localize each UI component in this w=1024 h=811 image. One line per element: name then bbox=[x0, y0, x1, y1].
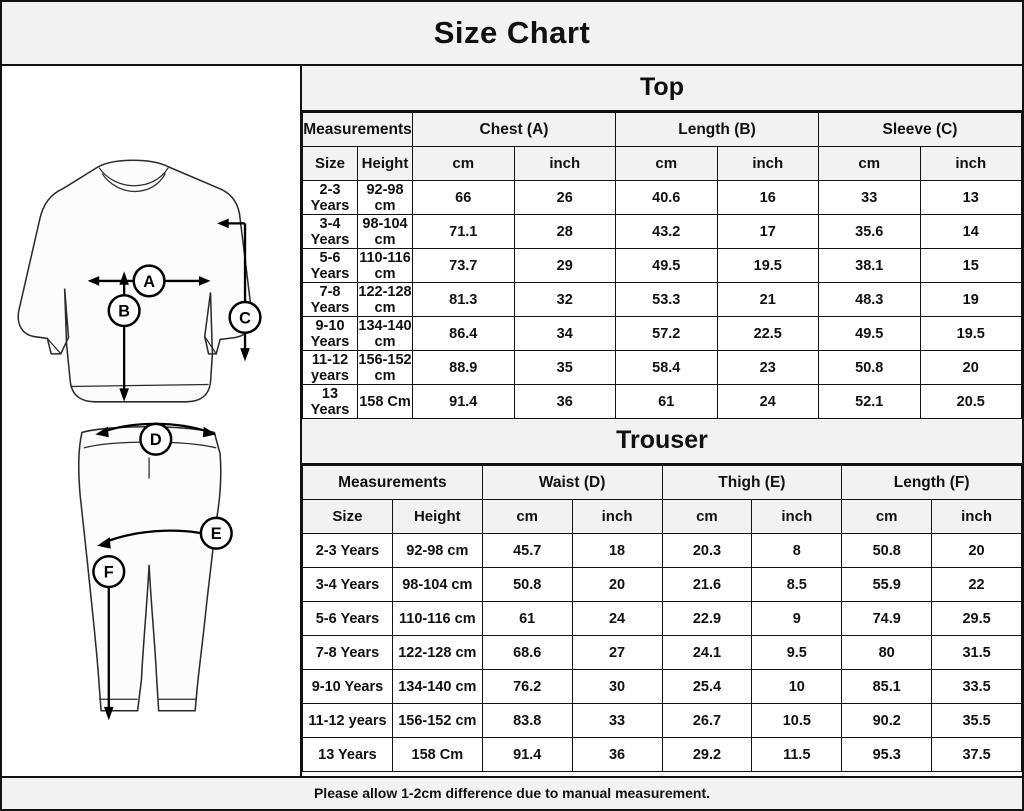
cell-height: 110-116 cm bbox=[359, 249, 411, 282]
cell-waist-inch: 24 bbox=[572, 602, 662, 636]
cell-sleeve-cm: 35.6 bbox=[819, 215, 921, 249]
cell-length-cm: 55.9 bbox=[842, 568, 932, 602]
cell-length-cm: 95.3 bbox=[842, 738, 932, 772]
trouser-sub-header-waist-inch: inch bbox=[572, 500, 662, 534]
cell-height: 134-140 cm bbox=[358, 317, 412, 350]
cell-sleeve-cm: 38.1 bbox=[819, 249, 921, 283]
trouser-group-header-measurements: Measurements bbox=[303, 466, 483, 500]
cell-length-inch: 37.5 bbox=[932, 738, 1022, 772]
cell-length-inch: 23 bbox=[717, 351, 819, 385]
cell-sleeve-cm: 50.8 bbox=[819, 351, 921, 385]
cell-thigh-inch: 9.5 bbox=[752, 636, 842, 670]
cell-chest-cm: 86.4 bbox=[413, 317, 515, 351]
cell-chest-cm: 71.1 bbox=[413, 215, 515, 249]
cell-size: 7-8 Years bbox=[303, 283, 358, 317]
cell-size: 5-6 Years bbox=[303, 249, 358, 283]
cell-waist-cm: 68.6 bbox=[482, 636, 572, 670]
cell-size: 11-12 years bbox=[303, 351, 358, 385]
cell-waist-inch: 36 bbox=[572, 738, 662, 772]
top-size-table bbox=[302, 112, 1022, 419]
cell-waist-inch: 18 bbox=[572, 534, 662, 568]
top-sub-header-length-inch: inch bbox=[717, 147, 819, 181]
cell-length-inch: 17 bbox=[717, 215, 819, 249]
cell-length-inch: 22 bbox=[932, 568, 1022, 602]
cell-length-inch: 20 bbox=[932, 534, 1022, 568]
cell-height: 98-104 cm bbox=[392, 568, 482, 602]
cell-sleeve-cm: 48.3 bbox=[819, 283, 921, 317]
cell-waist-inch: 33 bbox=[572, 704, 662, 738]
cell-waist-inch: 20 bbox=[572, 568, 662, 602]
cell-height: 98-104 cm bbox=[358, 215, 413, 249]
label-a: A bbox=[143, 272, 155, 291]
cell-size: 9-10 Years bbox=[303, 317, 358, 351]
cell-length-cm: 50.8 bbox=[842, 534, 932, 568]
trouser-sub-header-length-cm: cm bbox=[842, 500, 932, 534]
cell-height: 122-128 cm bbox=[358, 283, 412, 316]
cell-chest-cm: 88.9 bbox=[413, 351, 515, 385]
cell-thigh-inch: 9 bbox=[752, 602, 842, 636]
table-row bbox=[303, 181, 1022, 215]
cell-size: 13 Years bbox=[303, 738, 393, 772]
cell-size: 13 Years bbox=[303, 385, 358, 419]
cell-length-cm: 43.2 bbox=[616, 215, 718, 249]
cell-chest-inch: 35 bbox=[514, 351, 616, 385]
cell-sleeve-inch: 19.5 bbox=[920, 317, 1022, 351]
top-group-header-chest: Chest (A) bbox=[413, 113, 616, 147]
cell-chest-inch: 34 bbox=[514, 317, 616, 351]
cell-chest-cm: 91.4 bbox=[413, 385, 515, 419]
cell-sleeve-inch: 20.5 bbox=[920, 385, 1022, 419]
top-sub-header-sleeve-cm: cm bbox=[819, 147, 921, 181]
label-f: F bbox=[103, 563, 114, 582]
chart-body bbox=[0, 66, 1024, 778]
label-c: C bbox=[239, 309, 251, 328]
cell-length-cm: 49.5 bbox=[616, 249, 718, 283]
cell-sleeve-inch: 15 bbox=[920, 249, 1022, 283]
top-sub-header-length-cm: cm bbox=[616, 147, 718, 181]
trouser-size-table bbox=[302, 465, 1022, 772]
cell-sleeve-inch: 13 bbox=[920, 181, 1022, 215]
table-row bbox=[303, 215, 1022, 249]
cell-chest-inch: 29 bbox=[514, 249, 616, 283]
cell-length-cm: 40.6 bbox=[616, 181, 718, 215]
cell-length-cm: 58.4 bbox=[616, 351, 718, 385]
cell-length-cm: 90.2 bbox=[842, 704, 932, 738]
cell-height: 156-152 cm bbox=[358, 351, 412, 384]
top-group-header-length: Length (B) bbox=[616, 113, 819, 147]
cell-chest-inch: 26 bbox=[514, 181, 616, 215]
tables-column bbox=[302, 66, 1022, 776]
cell-thigh-cm: 24.1 bbox=[662, 636, 752, 670]
cell-height: 122-128 cm bbox=[392, 636, 482, 670]
top-sub-header-size: Size bbox=[303, 147, 358, 181]
top-group-header-sleeve: Sleeve (C) bbox=[819, 113, 1022, 147]
cell-chest-cm: 81.3 bbox=[413, 283, 515, 317]
cell-waist-cm: 83.8 bbox=[482, 704, 572, 738]
cell-thigh-inch: 10.5 bbox=[752, 704, 842, 738]
trouser-group-header-row bbox=[303, 466, 1022, 500]
cell-waist-cm: 91.4 bbox=[482, 738, 572, 772]
cell-thigh-inch: 8 bbox=[752, 534, 842, 568]
cell-size: 7-8 Years bbox=[303, 636, 393, 670]
top-section-title: Top bbox=[302, 66, 1022, 112]
trouser-sub-header-thigh-inch: inch bbox=[752, 500, 842, 534]
cell-size: 3-4 Years bbox=[303, 568, 393, 602]
cell-chest-cm: 66 bbox=[413, 181, 515, 215]
cell-length-inch: 35.5 bbox=[932, 704, 1022, 738]
cell-sleeve-inch: 20 bbox=[920, 351, 1022, 385]
table-row bbox=[303, 670, 1022, 704]
garment-illustration bbox=[2, 66, 302, 776]
table-row bbox=[303, 385, 1022, 419]
cell-length-inch: 33.5 bbox=[932, 670, 1022, 704]
cell-length-cm: 85.1 bbox=[842, 670, 932, 704]
cell-thigh-cm: 21.6 bbox=[662, 568, 752, 602]
cell-height: 158 Cm bbox=[392, 738, 482, 772]
top-sub-header-row bbox=[303, 147, 1022, 181]
cell-sleeve-cm: 49.5 bbox=[819, 317, 921, 351]
top-group-header-row bbox=[303, 113, 1022, 147]
cell-thigh-cm: 25.4 bbox=[662, 670, 752, 704]
cell-waist-cm: 45.7 bbox=[482, 534, 572, 568]
cell-thigh-cm: 20.3 bbox=[662, 534, 752, 568]
label-b: B bbox=[118, 302, 131, 321]
cell-length-inch: 16 bbox=[717, 181, 819, 215]
cell-thigh-inch: 8.5 bbox=[752, 568, 842, 602]
table-row bbox=[303, 704, 1022, 738]
trouser-sub-header-thigh-cm: cm bbox=[662, 500, 752, 534]
cell-height: 92-98 cm bbox=[392, 534, 482, 568]
cell-length-inch: 29.5 bbox=[932, 602, 1022, 636]
page-title-bar bbox=[0, 0, 1024, 66]
cell-size: 9-10 Years bbox=[303, 670, 393, 704]
cell-length-inch: 21 bbox=[717, 283, 819, 317]
trouser-sub-header-size: Size bbox=[303, 500, 393, 534]
top-group-header-measurements: Measurements bbox=[303, 113, 413, 147]
table-row bbox=[303, 636, 1022, 670]
trouser-sub-header-waist-cm: cm bbox=[482, 500, 572, 534]
cell-height: 92-98 cm bbox=[358, 181, 413, 215]
table-row bbox=[303, 568, 1022, 602]
cell-height: 110-116 cm bbox=[392, 602, 482, 636]
cell-thigh-inch: 10 bbox=[752, 670, 842, 704]
label-d: D bbox=[149, 431, 162, 450]
cell-waist-cm: 76.2 bbox=[482, 670, 572, 704]
cell-size: 11-12 years bbox=[303, 704, 393, 738]
table-row bbox=[303, 602, 1022, 636]
cell-height: 134-140 cm bbox=[392, 670, 482, 704]
cell-size: 2-3 Years bbox=[303, 534, 393, 568]
table-row bbox=[303, 738, 1022, 772]
cell-thigh-cm: 26.7 bbox=[662, 704, 752, 738]
cell-length-cm: 61 bbox=[616, 385, 718, 419]
cell-length-inch: 31.5 bbox=[932, 636, 1022, 670]
cell-chest-inch: 32 bbox=[514, 283, 616, 317]
cell-chest-cm: 73.7 bbox=[413, 249, 515, 283]
cell-waist-inch: 30 bbox=[572, 670, 662, 704]
cell-waist-cm: 50.8 bbox=[482, 568, 572, 602]
page-title: Size Chart bbox=[433, 15, 591, 50]
cell-length-inch: 22.5 bbox=[717, 317, 819, 351]
table-row bbox=[303, 283, 1022, 317]
trouser-section-title: Trouser bbox=[302, 419, 1022, 465]
cell-sleeve-cm: 33 bbox=[819, 181, 921, 215]
cell-length-cm: 74.9 bbox=[842, 602, 932, 636]
cell-length-cm: 80 bbox=[842, 636, 932, 670]
trouser-sub-header-height: Height bbox=[392, 500, 482, 534]
table-row bbox=[303, 249, 1022, 283]
cell-length-cm: 57.2 bbox=[616, 317, 718, 351]
cell-length-inch: 24 bbox=[717, 385, 819, 419]
cell-thigh-inch: 11.5 bbox=[752, 738, 842, 772]
cell-size: 3-4 Years bbox=[303, 215, 358, 249]
cell-length-cm: 53.3 bbox=[616, 283, 718, 317]
trouser-group-header-waist: Waist (D) bbox=[482, 466, 662, 500]
cell-waist-inch: 27 bbox=[572, 636, 662, 670]
top-sub-header-chest-inch: inch bbox=[514, 147, 616, 181]
garment-diagram-svg bbox=[2, 66, 300, 776]
trouser-group-header-thigh: Thigh (E) bbox=[662, 466, 842, 500]
table-row bbox=[303, 351, 1022, 385]
measurement-disclaimer: Please allow 1-2cm difference due to manual measurement. bbox=[0, 778, 1024, 811]
label-e: E bbox=[210, 525, 222, 544]
cell-size: 5-6 Years bbox=[303, 602, 393, 636]
table-row bbox=[303, 534, 1022, 568]
cell-sleeve-inch: 19 bbox=[920, 283, 1022, 317]
top-sub-header-height: Height bbox=[358, 147, 413, 181]
top-sub-header-chest-cm: cm bbox=[413, 147, 515, 181]
cell-chest-inch: 36 bbox=[514, 385, 616, 419]
cell-chest-inch: 28 bbox=[514, 215, 616, 249]
cell-length-inch: 19.5 bbox=[717, 249, 819, 283]
trouser-group-header-length: Length (F) bbox=[842, 466, 1022, 500]
cell-waist-cm: 61 bbox=[482, 602, 572, 636]
table-row bbox=[303, 317, 1022, 351]
trouser-sub-header-length-inch: inch bbox=[932, 500, 1022, 534]
trouser-sub-header-row bbox=[303, 500, 1022, 534]
cell-height: 156-152 cm bbox=[392, 704, 482, 738]
cell-sleeve-cm: 52.1 bbox=[819, 385, 921, 419]
cell-height: 158 Cm bbox=[358, 385, 413, 419]
cell-thigh-cm: 22.9 bbox=[662, 602, 752, 636]
cell-sleeve-inch: 14 bbox=[920, 215, 1022, 249]
cell-size: 2-3 Years bbox=[303, 181, 358, 215]
top-sub-header-sleeve-inch: inch bbox=[920, 147, 1022, 181]
cell-thigh-cm: 29.2 bbox=[662, 738, 752, 772]
